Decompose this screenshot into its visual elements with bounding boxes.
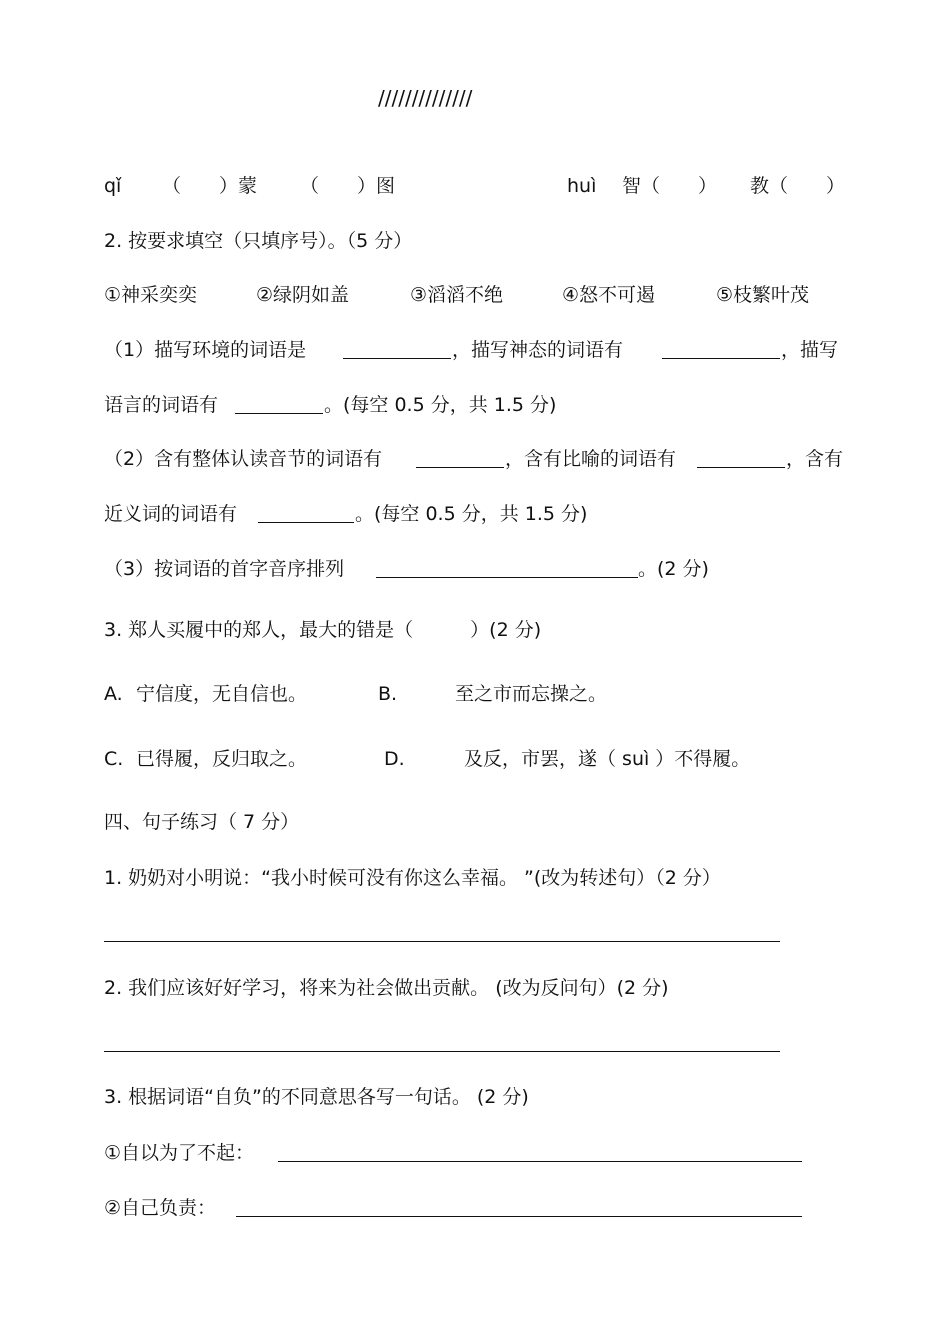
q2-p1-text-b: ，描写神态的词语有: [452, 339, 624, 361]
section4-s3-1: ①自以为了不起：: [104, 1142, 255, 1164]
s1-answer-line[interactable]: [104, 941, 780, 942]
q2-p1-text-d: 语言的词语有: [104, 394, 219, 416]
q2-p1-blank-3[interactable]: [235, 413, 323, 414]
q2-p3-text-a: （3）按词语的首字音序排列: [104, 558, 345, 580]
q2-p1-blank-2[interactable]: [662, 358, 780, 359]
section4-s3: 3. 根据词语“自负”的不同意思各写一句话。 (2 分): [104, 1086, 529, 1108]
q3-b-label: B.: [378, 683, 398, 705]
q2-option-2: ②绿阴如盖: [256, 284, 350, 306]
q3-a-label: A.: [104, 683, 123, 705]
q2-p2-text-a: （2）含有整体认读音节的词语有: [104, 448, 383, 470]
pinyin-hui: huì: [567, 175, 597, 197]
q3-a-text: 宁信度，无自信也。: [136, 683, 308, 705]
q2-option-3: ③滔滔不绝: [410, 284, 504, 306]
q3-d-text: 及反，市罢，遂（ suì ）不得履。: [464, 748, 751, 770]
section4-s2: 2. 我们应该好好学习，将来为社会做出贡献。 (改为反问句）(2 分): [104, 977, 669, 999]
q2-p2-blank-3[interactable]: [258, 522, 354, 523]
q3-c-label: C.: [104, 748, 124, 770]
q2-p2-blank-2[interactable]: [697, 467, 785, 468]
pinyin-qi: qǐ: [104, 175, 122, 197]
q2-p3-blank[interactable]: [376, 577, 638, 578]
q2-p1-text-e: 。(每空 0.5 分，共 1.5 分): [324, 394, 557, 416]
section4-s1: 1. 奶奶对小明说：“我小时候可没有你这么幸福。 ”(改为转述句）（2 分）: [104, 867, 721, 889]
header-slashes: //////////////: [378, 86, 473, 110]
q2-option-4: ④怒不可遏: [562, 284, 656, 306]
q2-p2-text-e: 。(每空 0.5 分，共 1.5 分): [355, 503, 588, 525]
section4-s3-2: ②自己负责：: [104, 1197, 217, 1219]
blank-jiao: 教（ ）: [750, 175, 846, 197]
q3-title: 3. 郑人买履中的郑人，最大的错是（ ）(2 分): [104, 619, 542, 641]
q2-p3-text-b: 。(2 分): [638, 558, 709, 580]
q2-p2-blank-1[interactable]: [416, 467, 504, 468]
q3-b-text: 至之市而忘操之。: [455, 683, 608, 705]
q3-d-label: D.: [384, 748, 405, 770]
section4-title: 四、句子练习（ 7 分）: [104, 811, 300, 833]
q2-option-1: ①神采奕奕: [104, 284, 198, 306]
q2-p2-text-c: ，含有: [786, 448, 844, 470]
blank-meng: （ ）蒙: [162, 175, 258, 197]
s3-1-answer-line[interactable]: [278, 1161, 802, 1162]
blank-zhi: 智（ ）: [622, 175, 718, 197]
blank-tu: （ ）图: [300, 175, 396, 197]
q2-p1-blank-1[interactable]: [343, 358, 451, 359]
q2-title: 2. 按要求填空（只填序号）。（5 分）: [104, 230, 413, 252]
q2-p2-text-d: 近义词的词语有: [104, 503, 238, 525]
q3-c-text: 已得履，反归取之。: [136, 748, 308, 770]
s3-2-answer-line[interactable]: [236, 1216, 802, 1217]
s2-answer-line[interactable]: [104, 1051, 780, 1052]
q2-option-5: ⑤枝繁叶茂: [716, 284, 810, 306]
q2-p1-text-c: ，描写: [781, 339, 839, 361]
q2-p1-text-a: （1）描写环境的词语是: [104, 339, 307, 361]
q2-p2-text-b: ，含有比喻的词语有: [505, 448, 677, 470]
